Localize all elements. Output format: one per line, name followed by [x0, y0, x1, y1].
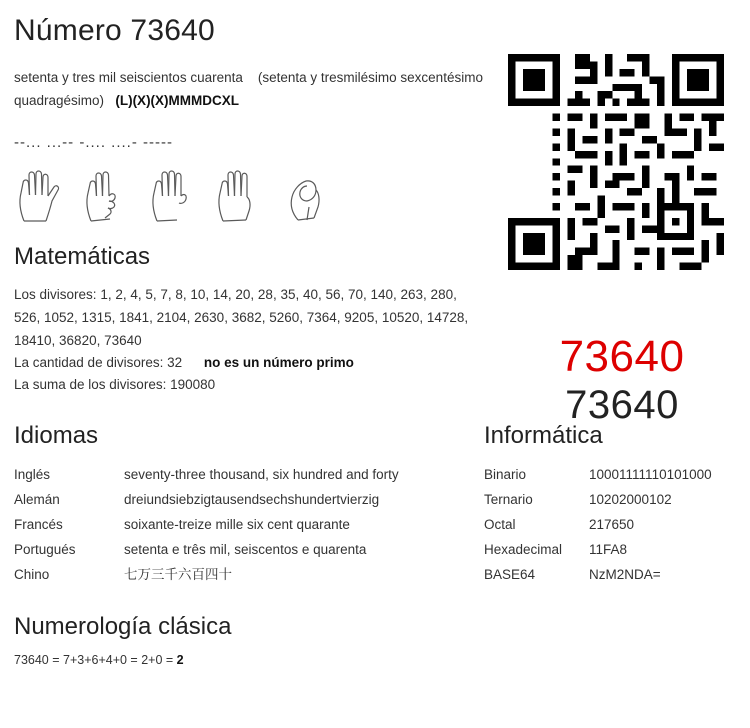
hand-sign-6-icon: [146, 163, 202, 225]
page-title: Número 73640: [14, 14, 215, 47]
roman-numeral: (L)(X)(X)MMMDCXL: [115, 93, 240, 108]
left-column: [14, 243, 484, 396]
informatics-value: 11FA8: [589, 542, 628, 557]
ordinal-words: (setenta y tresmilésimo sexcentésimo quadragésimo): [14, 70, 483, 108]
language-row: [14, 512, 484, 537]
language-value: seventy-three thousand, six hundred and forty: [124, 467, 399, 482]
hand-sign-4-icon: [212, 163, 268, 225]
divisors-list: 1, 2, 4, 5, 7, 8, 10, 14, 20, 28, 35, 40, 56, 70, 140, 263, 280, 526, 1052, 1315, 1841, 2104, 2630, 3682, 5260, 7364, 9205, 10520, 14728, 18410, 36820, 73640: [14, 287, 469, 348]
language-value: 七万三千六百四十: [124, 567, 232, 582]
informatics-name: Octal: [484, 517, 516, 532]
hand-sign-0-icon: [278, 163, 334, 225]
language-value: soixante-treize mille six cent quarante: [124, 517, 350, 532]
section-title-math: Matemáticas: [14, 243, 151, 270]
informatics-row: [484, 462, 736, 487]
numerology-formula: 73640 = 7+3+6+4+0 = 2+0 =: [14, 653, 177, 667]
divisors-label: Los divisores:: [14, 287, 97, 302]
languages-informatics-row: [14, 410, 736, 587]
informatics-value: 217650: [589, 517, 635, 532]
section-title-languages: Idiomas: [14, 422, 99, 449]
informatics-name: Hexadecimal: [484, 542, 563, 557]
divisor-count-line: [14, 352, 484, 374]
informatics-row: [484, 487, 736, 512]
language-value: setenta e três mil, seiscentos e quarenta: [124, 542, 367, 557]
big-number-black: 73640: [565, 383, 679, 427]
qr-code-icon: [508, 54, 724, 270]
language-name: Alemán: [14, 492, 60, 507]
informatics-value: 10001111110101000: [589, 467, 712, 482]
section-title-informatics: Informática: [484, 422, 603, 449]
language-row: [14, 487, 484, 512]
hand-sign-3-icon: [80, 163, 136, 225]
right-panel: [508, 54, 736, 429]
language-name: Francés: [14, 517, 63, 532]
informatics-value: 10202000102: [589, 492, 672, 507]
hand-sign-7-icon: [14, 163, 70, 225]
informatics-row: [484, 562, 736, 587]
divisor-count: La cantidad de divisores: 32: [14, 355, 183, 370]
informatics-name: Ternario: [484, 492, 533, 507]
informatics-name: BASE64: [484, 567, 536, 582]
language-row: [14, 462, 484, 487]
divisor-sum-line: La suma de los divisores: 190080: [14, 377, 216, 392]
language-value: dreiundsiebzigtausendsechshundertvierzig: [124, 492, 380, 507]
informatics-value: NzM2NDA=: [589, 567, 661, 582]
divisors-block: [14, 283, 482, 352]
informatics-column: [484, 410, 736, 587]
prime-note: no es un número primo: [203, 355, 354, 370]
language-name: Chino: [14, 567, 50, 582]
number-in-words: [14, 66, 484, 112]
language-row: [14, 562, 484, 587]
languages-column: [14, 410, 484, 587]
numerology-result: 2: [176, 653, 184, 667]
number-page: [0, 14, 750, 728]
section-title-numerology: Numerología clásica: [14, 613, 232, 640]
informatics-name: Binario: [484, 467, 527, 482]
big-number-red: 73640: [559, 332, 685, 381]
language-name: Inglés: [14, 467, 51, 482]
informatics-row: [484, 512, 736, 537]
language-row: [14, 537, 484, 562]
numerology-formula-line: [14, 653, 736, 667]
language-name: Portugués: [14, 542, 76, 557]
cardinal-words: setenta y tres mil seiscientos cuarenta: [14, 70, 243, 85]
morse-code: --... ...-- -.... ....- -----: [14, 134, 173, 151]
informatics-row: [484, 537, 736, 562]
